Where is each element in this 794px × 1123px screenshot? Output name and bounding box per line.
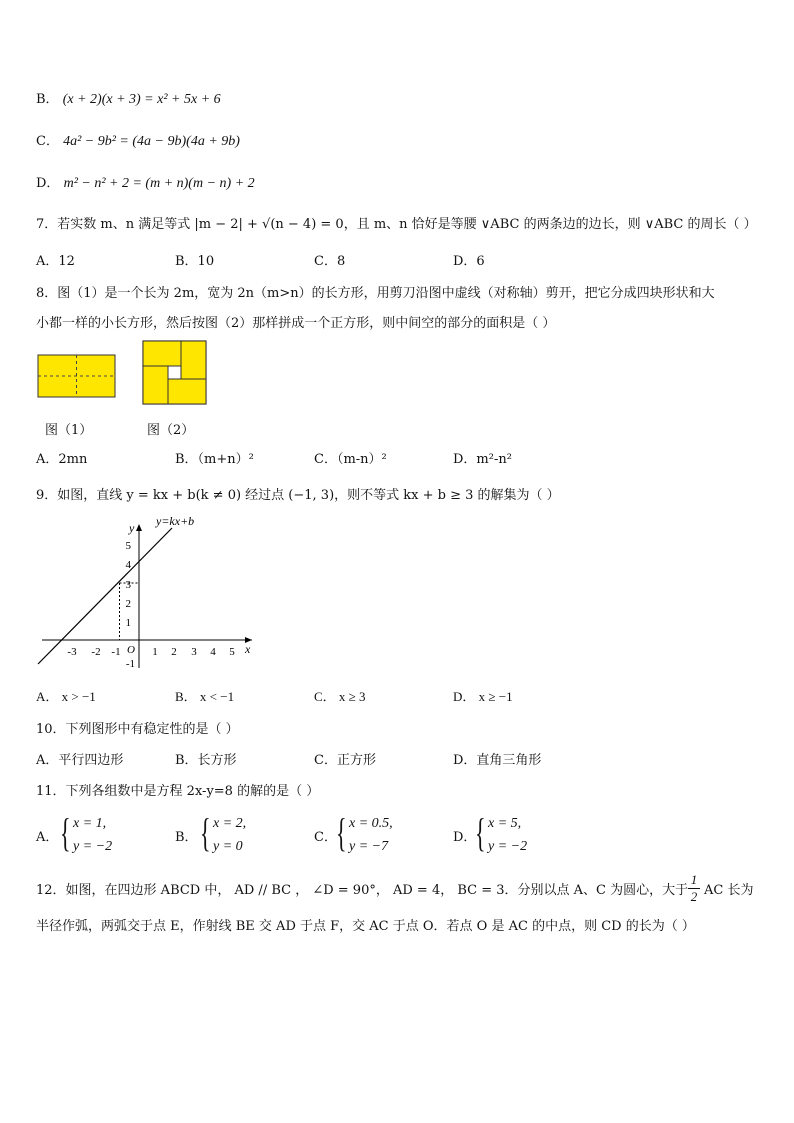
- q9-option-c: C． x ≥ 3: [314, 689, 366, 704]
- x-tick-label: -3: [67, 646, 77, 658]
- y-tick-label: 5: [125, 540, 131, 552]
- q6-option-c-math: 4a² − 9b² = (4a − 9b)(4a + 9b): [63, 134, 240, 149]
- q8-stem-line1: 8．图（1）是一个长为 2m，宽为 2n（m>n）的长方形，用剪刀沿图中虚线（对称轴）剪开，把它分成四块形状和大: [36, 286, 715, 301]
- q11-option-c-y: y = −7: [349, 839, 389, 854]
- q6-option-c: [36, 130, 240, 150]
- x-tick-label: 4: [210, 646, 216, 658]
- line-kx-plus-b: [38, 528, 172, 664]
- q10-option-b: B．长方形: [175, 753, 237, 768]
- q11-option-d-label: D．: [453, 830, 477, 845]
- x-tick-label: -1: [111, 646, 121, 658]
- y-tick-label: 2: [125, 598, 131, 610]
- q10-option-a: A．平行四边形: [36, 753, 124, 768]
- q6-option-d-math: m² − n² + 2 = (m + n)(m − n) + 2: [63, 176, 255, 191]
- q6-option-d: [36, 172, 255, 192]
- q8-option-c: C．（m-n）²: [314, 452, 387, 467]
- q6-option-c-label: C．: [36, 134, 59, 149]
- q12-fraction-numerator: 1: [690, 872, 698, 887]
- q7-stem: 7．若实数 m、n 满足等式 |m − 2| + √(n − 4) = 0，且 m、n 恰好是等腰 ∨ABC 的两条边的边长，则 ∨ABC 的周长（ ）: [36, 217, 757, 232]
- q11-stem: 11．下列各组数中是方程 2x-y=8 的解的是（ ）: [36, 784, 320, 799]
- q12-stem-line1: 12．如图，在四边形 ABCD 中， AD // BC ， ∠D = 90°， AD = 4， BC = 3．分别以点 A、C 为圆心，大于: [36, 883, 689, 898]
- q11-option-a-brace: {: [60, 810, 71, 855]
- q8-figure-2: [142, 340, 208, 406]
- q11-option-a-x: x = 1,: [73, 816, 107, 831]
- y-axis-label: y: [129, 521, 135, 535]
- fig2-piece-2: [181, 341, 206, 379]
- q9-option-b: B． x < −1: [175, 689, 235, 704]
- q6-option-d-label: D．: [36, 176, 60, 191]
- q10-option-d: D．直角三角形: [453, 753, 542, 768]
- y-tick-label: 3: [125, 579, 131, 591]
- y-axis-arrow: [136, 524, 142, 531]
- q8-option-a: A．2mn: [36, 452, 88, 467]
- q6-option-b-label: B．: [36, 92, 59, 107]
- q11-option-c-label: C．: [314, 830, 337, 845]
- x-tick-label: 3: [191, 646, 197, 658]
- q11-option-b-x: x = 2,: [213, 816, 247, 831]
- q11-option-c-brace: {: [336, 810, 347, 855]
- q9-option-d: D． x ≥ −1: [453, 689, 513, 704]
- q9-stem: 9．如图，直线 y = kx + b(k ≠ 0) 经过点 (−1, 3)，则不等式 kx + b ≥ 3 的解集为（ ）: [36, 488, 560, 503]
- origin-label: O: [127, 644, 135, 656]
- q6-option-b-math: (x + 2)(x + 3) = x² + 5x + 6: [62, 92, 221, 107]
- q12-fraction-denominator: 2: [690, 889, 698, 904]
- y-tick-label: -1: [125, 658, 135, 670]
- q10-stem: 10．下列图形中有稳定性的是（ ）: [36, 722, 239, 737]
- q8-fig1-caption: 图（1）: [45, 423, 93, 438]
- q9-graph: [30, 510, 260, 670]
- q11-option-d-x: x = 5,: [488, 816, 522, 831]
- x-tick-label: 5: [229, 646, 235, 658]
- q11-option-c-x: x = 0.5,: [349, 816, 393, 831]
- q8-option-d: D．m²-n²: [453, 452, 512, 467]
- fig2-center-hole: [168, 366, 181, 379]
- q7-option-a: A．12: [36, 254, 75, 269]
- y-tick-label: 1: [125, 617, 131, 629]
- q11-option-d-brace: {: [475, 810, 486, 855]
- x-tick-label: 2: [171, 646, 177, 658]
- q8-fig2-caption: 图（2）: [147, 423, 195, 438]
- x-tick-label: -2: [91, 646, 101, 658]
- q9-option-a: A． x > −1: [36, 689, 96, 704]
- q11-option-b-label: B．: [175, 830, 198, 845]
- q10-option-c: C．正方形: [314, 753, 376, 768]
- q8-figure-1: [37, 354, 117, 399]
- q12-stem-line2: 半径作弧，两弧交于点 E，作射线 BE 交 AD 于点 F，交 AC 于点 O．若点 O 是 AC 的中点，则 CD 的长为（ ）: [36, 919, 695, 934]
- fig2-piece-3: [168, 379, 206, 404]
- q11-option-a-y: y = −2: [73, 839, 113, 854]
- q11-option-b-brace: {: [200, 810, 211, 855]
- q11-option-d-y: y = −2: [488, 839, 528, 854]
- q12-stem-line1-end: AC 长为: [704, 883, 754, 898]
- q8-option-b: B．（m+n）²: [175, 452, 254, 467]
- q7-option-b: B．10: [175, 254, 215, 269]
- q11-option-b-y: y = 0: [213, 839, 243, 854]
- x-tick-label: 1: [152, 646, 158, 658]
- y-tick-label: 4: [125, 559, 131, 571]
- fig2-piece-4: [143, 366, 168, 404]
- q11-option-a-label: A．: [36, 830, 59, 845]
- q6-option-b: [36, 88, 221, 108]
- q8-stem-line2: 小都一样的小长方形，然后按图（2）那样拼成一个正方形，则中间空的部分的面积是（ ）: [36, 316, 556, 331]
- x-axis-label: x: [245, 642, 251, 656]
- fig2-piece-1: [143, 341, 181, 366]
- q7-option-c: C．8: [314, 254, 346, 269]
- q7-option-d: D．6: [453, 254, 485, 269]
- line-equation-label: y=kx+b: [156, 514, 195, 528]
